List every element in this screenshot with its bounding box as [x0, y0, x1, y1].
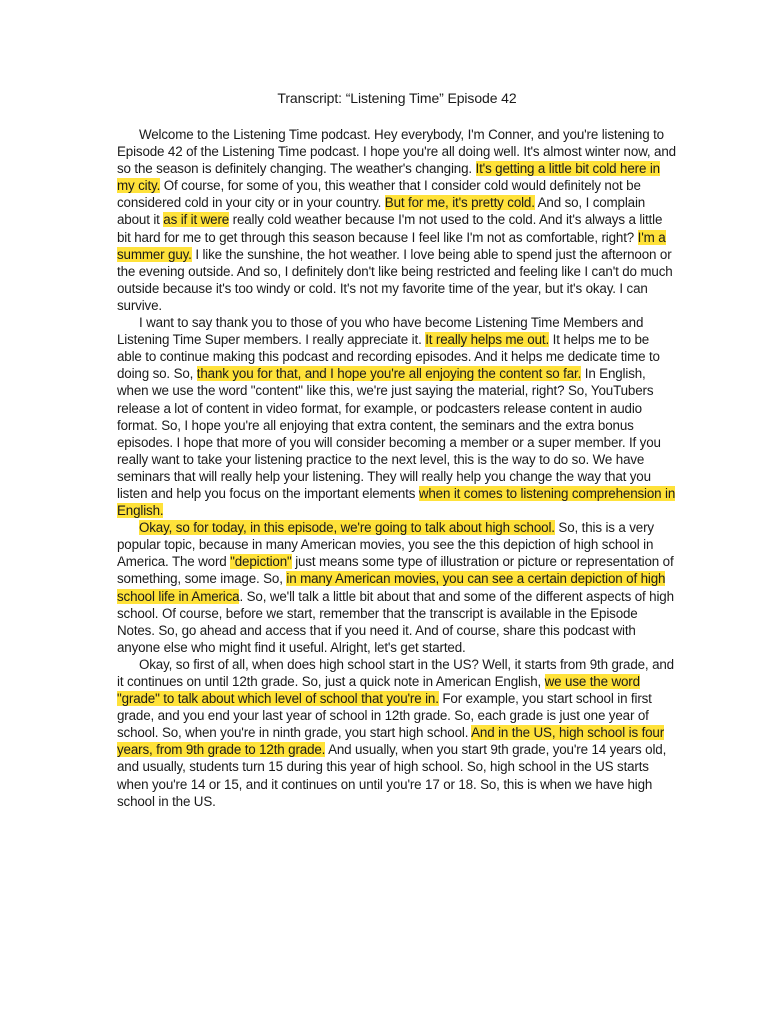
text-segment: And so, I complain about it	[117, 195, 646, 228]
text-segment: In English, when we use the word "content" like this, we're just saying the material, right? So, YouTubers release a lot of content in video format, for example, or podcasters release content in audio format. So, I hope you're all enjoying that extra content, the seminars and the extra bonus episodes. I hope that more of you will consider becoming a member or a super member. If you really want to take your listening practice to the next level, this is the way to do so. We have seminars that will really help your listening. They will really help you change the way that you listen and help you focus on the important elements	[117, 366, 661, 501]
highlighted-phrase: But for me, it's pretty cold.	[384, 195, 535, 211]
paragraph	[117, 656, 677, 810]
highlighted-phrase: we use the word "grade" to talk about which level of school that you're in.	[117, 674, 640, 707]
transcript-body	[117, 126, 677, 810]
text-segment: Welcome to the Listening Time podcast. Hey everybody, I'm Conner, and you're listening to Episode 42 of the Listening Time podcast. I hope you're all doing well. It's almost winter now, and so the season is definitely changing. The weather's changing.	[117, 127, 676, 177]
text-segment: really cold weather because I'm not used to the cold. And it's always a little bit hard for me to get through this season because I feel like I'm not as comfortable, right?	[117, 212, 663, 245]
transcript-page	[117, 90, 677, 810]
text-segment: For example, you start school in first grade, and you end your last year of school in 12th grade. So, each grade is just one year of school. So, when you're in ninth grade, you start high school.	[117, 691, 652, 741]
highlighted-phrase: "depiction"	[230, 554, 292, 570]
paragraph	[117, 126, 677, 314]
highlighted-phrase: as if it were	[163, 212, 230, 228]
highlighted-phrase: It's getting a little bit cold here in my city.	[117, 161, 660, 194]
highlighted-phrase: It really helps me out.	[425, 332, 550, 348]
text-segment: . So, we'll talk a little bit about that and some of the different aspects of high school. Of course, before we start, remember that the transcript is available in the Episode Notes. So, go ahead and access that if you need it. And of course, share this podcast with anyone else who might find it useful. Alright, let's get started.	[117, 588, 674, 655]
text-segment: I like the sunshine, the hot weather. I love being able to spend just the afternoon or the evening outside. And so, I definitely don't like being restricted and feeling like I can't do much outside because it's too windy or cold. It's not my favorite time of the year, but it's okay. I can survive.	[117, 246, 673, 313]
document-title: Transcript: “Listening Time” Episode 42	[277, 90, 517, 106]
text-segment: So, this is a very popular topic, because in many American movies, you see the this depiction of high school in America. The word	[117, 520, 654, 570]
paragraph	[117, 519, 677, 656]
text-segment: I want to say thank you to those of you who have become Listening Time Members and Listening Time Super members. I really appreciate it.	[117, 315, 644, 348]
highlighted-phrase: in many American movies, you can see a certain depiction of high school life in America	[117, 571, 666, 604]
paragraph	[117, 314, 677, 519]
text-segment: just means some type of illustration or picture or representation of something, some image. So,	[117, 554, 674, 587]
text-segment: Of course, for some of you, this weather that I consider cold would definitely not be considered cold in your city or in your country.	[117, 178, 641, 211]
highlighted-phrase: I'm a summer guy.	[117, 229, 666, 262]
highlighted-phrase: And in the US, high school is four years, from 9th grade to 12th grade.	[117, 725, 665, 758]
text-segment: It helps me to be able to continue making this podcast and recording episodes. And it helps me dedicate time to doing so. So,	[117, 332, 660, 382]
text-segment: And usually, when you start 9th grade, you're 14 years old, and usually, students turn 15 during this year of high school. So, high school in the US starts when you're 14 or 15, and it continues on until you're 17 or 18. So, this is when we have high school in the US.	[117, 742, 667, 809]
highlighted-phrase: when it comes to listening comprehension in English.	[117, 485, 676, 519]
highlighted-phrase: Okay, so for today, in this episode, we're going to talk about high school.	[139, 520, 555, 536]
highlighted-phrase: thank you for that, and I hope you're all enjoying the content so far.	[196, 366, 582, 382]
text-segment: Okay, so first of all, when does high school start in the US? Well, it starts from 9th grade, and it continues on until 12th grade. So, just a quick note in American English,	[117, 656, 674, 689]
